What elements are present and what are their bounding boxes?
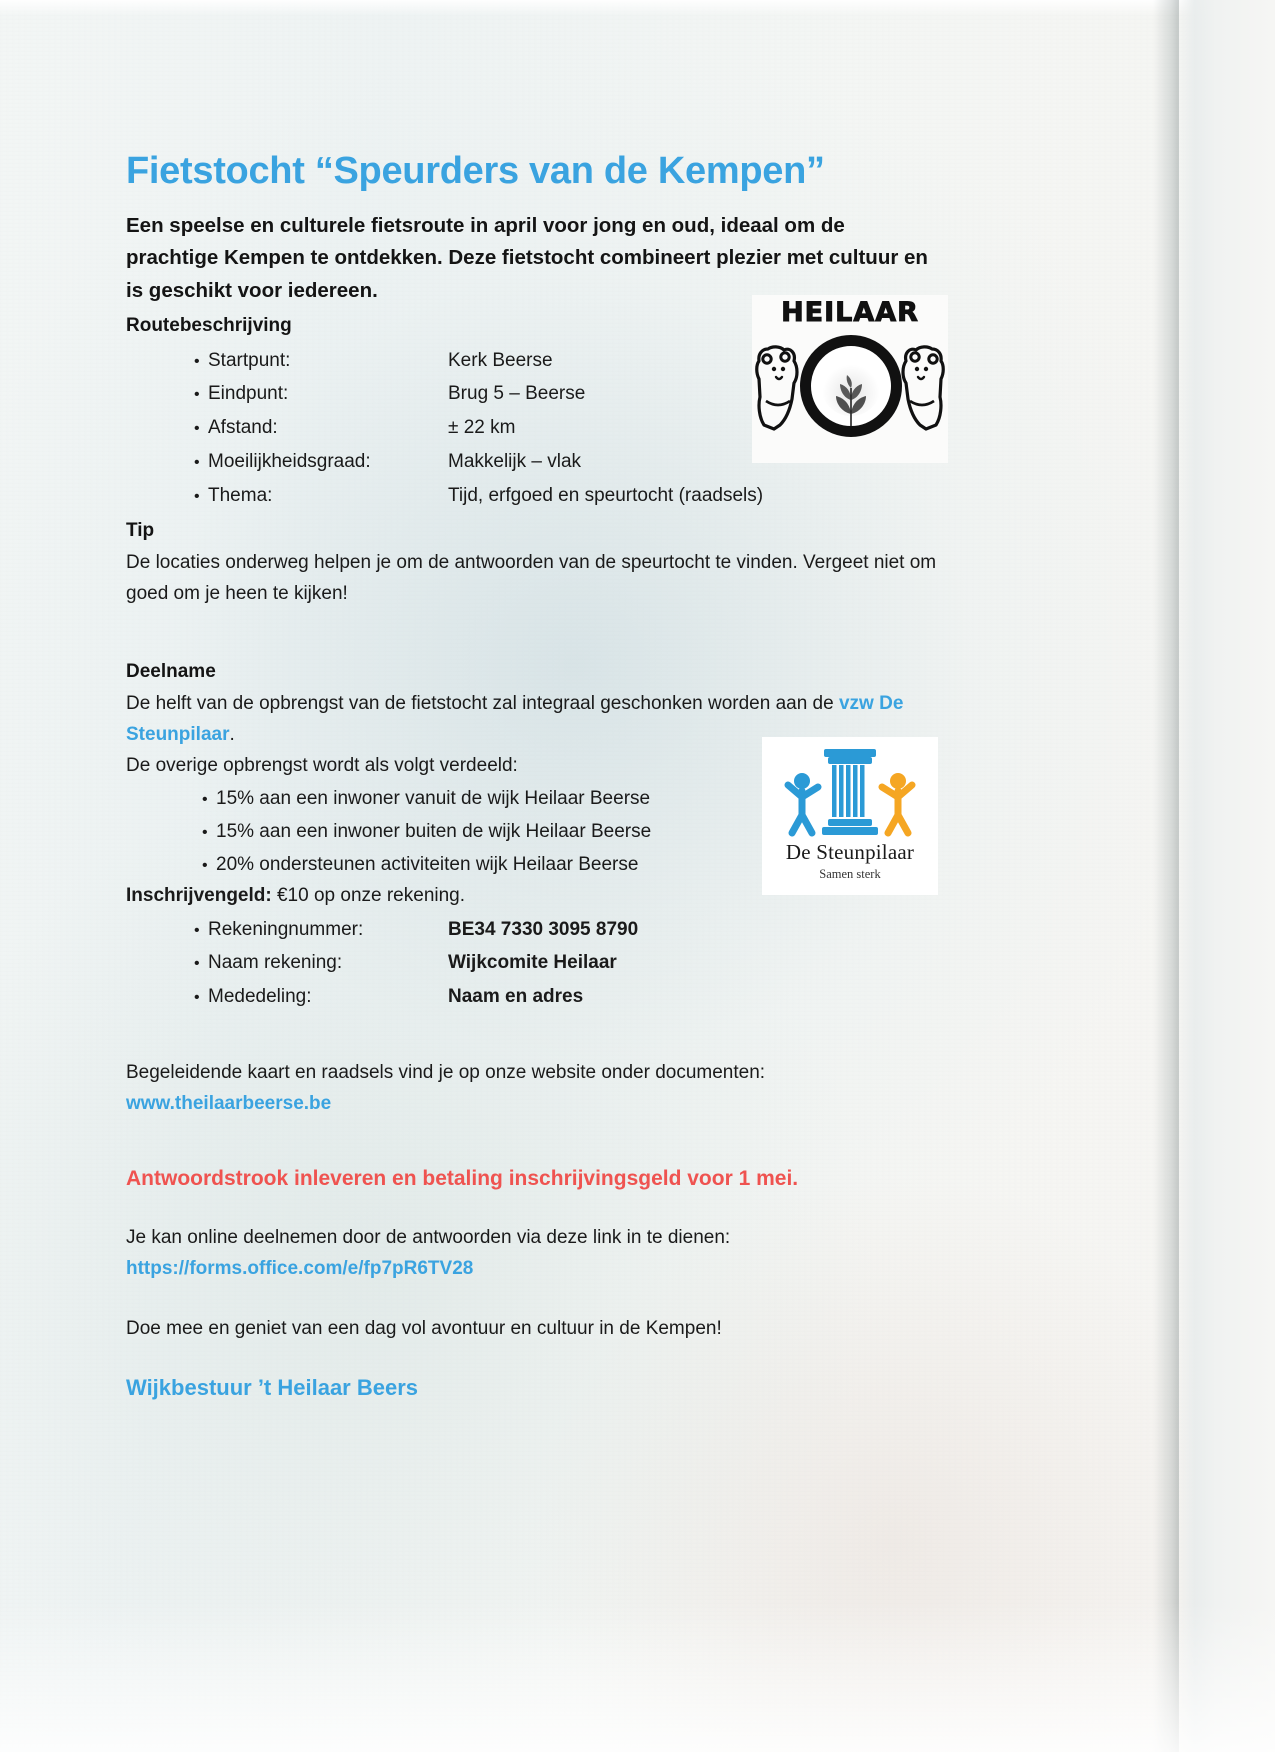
document-content [126,150,956,1401]
online-url-line [126,1254,946,1285]
route-item-value: Brug 5 – Beerse [448,383,586,405]
online-intro: Je kan online deelnemen door de antwoorden via deze link in te dienen: [126,1226,731,1248]
list-item [194,479,956,513]
spacer [126,1193,956,1223]
distribution-item: 20% ondersteunen activiteiten wijk Heilaar Beerse [216,854,639,876]
bullet-icon: • [194,955,200,973]
distribution-item: 15% aan een inwoner buiten de wijk Heilaar Beerse [216,821,652,843]
payment-item-value: Naam en adres [448,986,584,1008]
deelname-intro-suffix: . [229,723,235,745]
list-item [194,980,956,1014]
bullet-icon: • [194,454,200,472]
website-link[interactable]: www.theilaarbeerse.be [126,1092,332,1114]
bullet-icon: • [202,824,208,842]
deelname-intro [126,689,946,751]
payment-item-value: Wijkcomite Heilaar [448,952,617,974]
list-item [202,783,956,816]
payment-item-label: Naam rekening: [208,952,343,974]
spacer [126,1345,956,1375]
payment-item-label: Rekeningnummer: [208,918,364,940]
bullet-icon: • [202,857,208,875]
route-item-label: Moeilijkheidsgraad: [208,451,371,473]
bullet-icon: • [194,352,200,370]
scan-bottom-fade [0,1602,1275,1752]
payment-list [126,913,956,1014]
steunpilaar-name: De Steunpilaar [785,840,915,864]
distribution-list [126,783,956,882]
bullet-icon: • [194,420,200,438]
list-item [194,344,956,378]
spacer [126,1014,956,1058]
bullet-icon: • [194,921,200,939]
bullet-icon: • [202,791,208,809]
bullet-icon: • [194,386,200,404]
payment-item-label: Mededeling: [208,986,312,1008]
website-intro: Begeleidende kaart en raadsels vind je op onze website onder documenten: [126,1061,766,1083]
distribution-item: 15% aan een inwoner vanuit de wijk Heilaar Beerse [216,788,651,810]
scan-page-edge-shadow [1153,0,1179,1752]
bullet-icon: • [194,989,200,1007]
list-item [202,816,956,849]
spacer [126,1120,956,1164]
closing-line: Doe mee en geniet van een dag vol avontuur en cultuur in de Kempen! [126,1318,722,1340]
list-item [202,849,956,882]
list-item [194,445,956,479]
list-item [194,377,956,411]
list-item [194,913,956,947]
tip-body: De locaties onderweg helpen je om de antwoorden van de speurtocht te vinden. Vergeet niet om goed om je heen te kijken! [126,552,937,604]
route-list [126,344,956,513]
route-heading: Routebeschrijving [126,315,292,337]
bullet-icon: • [194,487,200,505]
signoff: Wijkbestuur ’t Heilaar Beers [126,1375,419,1401]
fee-line [126,882,956,911]
tip-heading: Tip [126,519,155,541]
route-item-label: Startpunt: [208,349,291,371]
list-item [194,411,956,445]
page-title: Fietstocht “Speurders van de Kempen” [126,150,825,192]
scan-right-margin [1177,0,1275,1752]
route-item-label: Afstand: [208,417,278,439]
distribution-intro: De overige opbrengst wordt als volgt verdeeld: [126,754,518,776]
route-item-value: Kerk Beerse [448,349,553,371]
spacer [126,1284,956,1314]
heilaar-wordmark: HEILAAR [781,297,919,328]
deadline-notice: Antwoordstrook inleveren en betaling inschrijvingsgeld voor 1 mei. [126,1166,799,1190]
intro-paragraph: Een speelse en culturele fietsroute in april voor jong en oud, ideaal om de prachtige Kempen te ontdekken. Deze fietstocht combineert plezier met cultuur en is geschikt voor iedereen. [126,213,928,303]
website-url-line [126,1089,946,1120]
payment-item-value: BE34 7330 3095 8790 [448,918,639,940]
steunpilaar-tagline: Samen sterk [819,867,881,882]
deelname-heading: Deelname [126,660,216,682]
steunpilaar-link[interactable]: vzw De Steunpilaar [126,693,904,745]
route-item-label: Eindpunt: [208,383,289,405]
route-item-value: Tijd, erfgoed en speurtocht (raadsels) [448,484,764,506]
route-item-value: ± 22 km [448,417,516,439]
deelname-intro-text: De helft van de opbrengst van de fietstocht zal integraal geschonken worden aan de [126,693,839,715]
fee-value: €10 op onze rekening. [276,885,466,907]
scan-top-fade [0,0,1275,16]
route-item-value: Makkelijk – vlak [448,451,582,473]
list-item [194,946,956,980]
forms-link[interactable]: https://forms.office.com/e/fp7pR6TV28 [126,1257,474,1279]
route-item-label: Thema: [208,484,273,506]
spacer [126,610,956,654]
fee-label: Inschrijvengeld: [126,885,272,907]
